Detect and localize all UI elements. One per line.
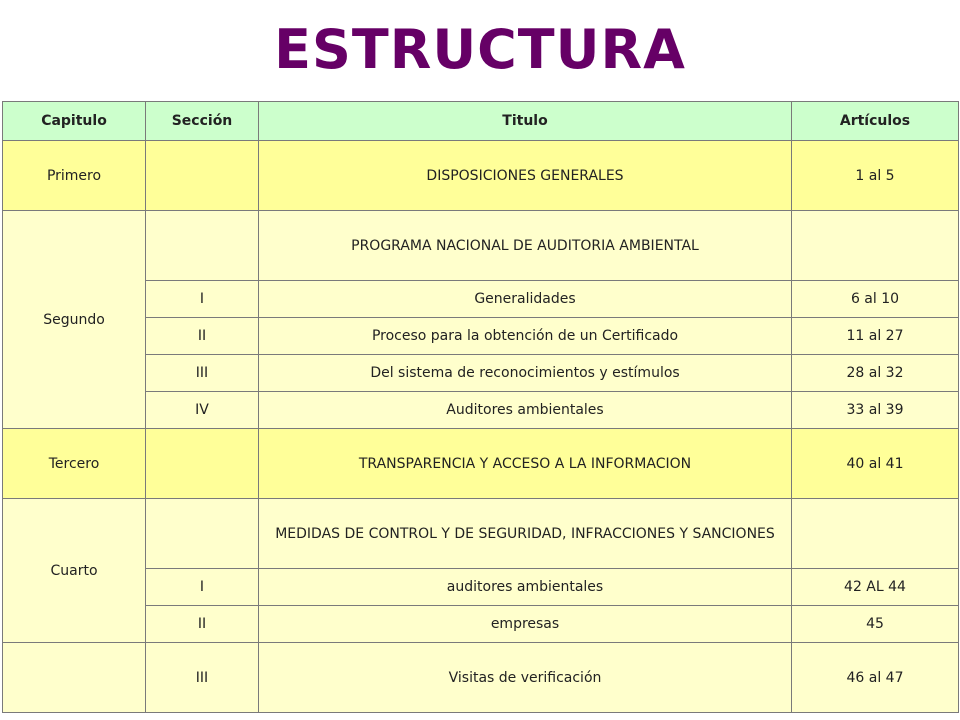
header-titulo: Titulo [259,102,792,141]
table-row [3,392,959,429]
cell-titulo: MEDIDAS DE CONTROL Y DE SEGURIDAD, INFRACCIONES Y SANCIONES [259,499,792,569]
cell-titulo: Generalidades [259,281,792,318]
cell-seccion: II [146,318,259,355]
cell-seccion [146,211,259,281]
cell-seccion: II [146,606,259,643]
cell-capitulo: Primero [3,141,146,211]
cell-titulo: Proceso para la obtención de un Certificado [259,318,792,355]
cell-titulo: DISPOSICIONES GENERALES [259,141,792,211]
table-row [3,211,959,281]
cell-seccion [146,429,259,499]
header-seccion: Sección [146,102,259,141]
header-capitulo: Capitulo [3,102,146,141]
cell-capitulo: Segundo [3,211,146,429]
structure-table [2,101,959,713]
cell-articulos: 46 al 47 [792,643,959,713]
cell-seccion [146,141,259,211]
cell-seccion: I [146,281,259,318]
cell-capitulo: Tercero [3,429,146,499]
cell-articulos: 1 al 5 [792,141,959,211]
cell-seccion: III [146,355,259,392]
cell-titulo: auditores ambientales [259,569,792,606]
cell-titulo: Visitas de verificación [259,643,792,713]
table-row [3,643,959,713]
page-title: ESTRUCTURA [274,18,686,81]
table-row [3,429,959,499]
cell-seccion: I [146,569,259,606]
table-row [3,355,959,392]
table-row [3,569,959,606]
cell-articulos: 42 AL 44 [792,569,959,606]
cell-articulos: 11 al 27 [792,318,959,355]
cell-seccion: III [146,643,259,713]
cell-titulo: PROGRAMA NACIONAL DE AUDITORIA AMBIENTAL [259,211,792,281]
cell-articulos: 6 al 10 [792,281,959,318]
table-header-row [3,102,959,141]
cell-seccion: IV [146,392,259,429]
table-row [3,499,959,569]
cell-articulos [792,499,959,569]
table-row [3,141,959,211]
cell-titulo: empresas [259,606,792,643]
cell-capitulo: Cuarto [3,499,146,643]
cell-articulos: 28 al 32 [792,355,959,392]
cell-articulos: 40 al 41 [792,429,959,499]
cell-articulos: 33 al 39 [792,392,959,429]
cell-titulo: Del sistema de reconocimientos y estímulos [259,355,792,392]
cell-articulos: 45 [792,606,959,643]
table-row [3,281,959,318]
cell-articulos [792,211,959,281]
cell-titulo: TRANSPARENCIA Y ACCESO A LA INFORMACION [259,429,792,499]
header-articulos: Artículos [792,102,959,141]
cell-titulo: Auditores ambientales [259,392,792,429]
table-row [3,318,959,355]
cell-seccion [146,499,259,569]
cell-capitulo [3,643,146,713]
table-row [3,606,959,643]
